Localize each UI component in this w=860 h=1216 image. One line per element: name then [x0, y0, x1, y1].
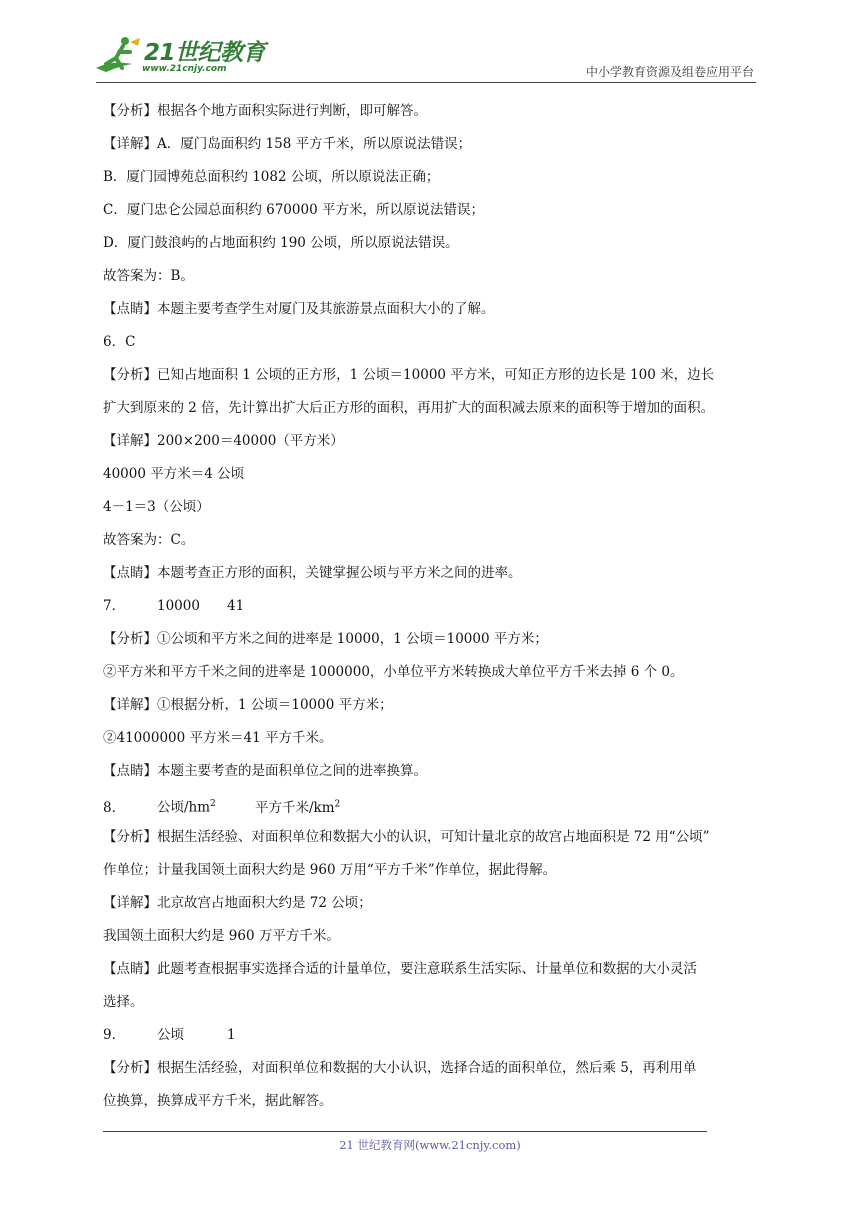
page-header [0, 0, 860, 90]
text-line: 【点睛】本题主要考查的是面积单位之间的进率换算。 [103, 763, 427, 779]
logo-wordmark: 21世纪教育 [144, 40, 266, 66]
text-line: B．厦门园博苑总面积约 1082 公顷，所以原说法正确； [103, 169, 440, 185]
question-number: 9． [103, 1027, 126, 1043]
text-line: 【点睛】本题主要考查学生对厦门及其旅游景点面积大小的了解。 [103, 301, 495, 317]
text-line: 【详解】A．厦门岛面积约 158 平方千米，所以原说法错误； [103, 136, 472, 152]
text-line: C．厦门忠仑公园总面积约 670000 平方米，所以原说法错误； [103, 202, 484, 218]
text-line: 作单位；计量我国领土面积大约是 960 万用“平方千米”作单位，据此得解。 [103, 862, 557, 878]
footer-divider [103, 1131, 707, 1132]
header-divider [96, 82, 756, 83]
answer-blank-2: 41 [227, 598, 245, 614]
logo-url: www.21cnjy.com [142, 64, 227, 74]
text-line: 选择。 [103, 994, 144, 1010]
text-line: 4－1＝3（公顷） [103, 499, 210, 515]
question-number: 7． [103, 598, 126, 614]
text-line: 【点睛】此题考查根据事实选择合适的计量单位，要注意联系生活实际、计量单位和数据的大小灵活 [103, 961, 697, 977]
answer-blank-1: 公顷$/hm^2$ [157, 799, 216, 816]
text-line: 【详解】200×200＝40000（平方米） [103, 433, 344, 449]
runner-logo-icon [92, 34, 144, 80]
platform-name: 中小学教育资源及组卷应用平台 [585, 65, 754, 79]
text-line: 故答案为：C。 [103, 532, 195, 548]
text-line: 【详解】①根据分析，1 公顷＝10000 平方米； [103, 697, 393, 713]
text-line: ②41000000 平方米＝41 平方千米。 [103, 730, 333, 746]
text-line: 扩大到原来的 2 倍，先计算出扩大后正方形的面积，再用扩大的面积减去原来的面积等于增加的面积。 [103, 400, 715, 416]
answer-blank-1: 公顷 [157, 1027, 184, 1043]
question-9-answer [103, 1025, 236, 1045]
question-number: 8． [103, 799, 126, 816]
text-line: ②平方米和平方千米之间的进率是 1000000，小单位平方米转换成大单位平方千米去掉 6 个 0。 [103, 664, 684, 680]
text-line: 【分析】已知占地面积 1 公顷的正方形，1 公顷＝10000 平方米，可知正方形的边长是 100 米，边长 [103, 367, 715, 383]
text-line: 【分析】①公顷和平方米之间的进率是 10000，1 公顷＝10000 平方米； [103, 631, 548, 647]
text-line: 我国领土面积大约是 960 万平方千米。 [103, 928, 340, 944]
site-logo[interactable] [92, 34, 266, 80]
answer-blank-2: 平方千米$/km^2$ [255, 799, 341, 816]
answer-blank-1: 10000 [157, 598, 200, 614]
text-line: 【详解】北京故宫占地面积大约是 72 公顷； [103, 895, 372, 911]
text-line: 40000 平方米＝4 公顷 [103, 466, 245, 482]
answer-blank-2: 1 [227, 1027, 236, 1043]
question-8-answer [103, 794, 340, 818]
text-line: 【分析】根据生活经验、对面积单位和数据大小的认识，可知计量北京的故宫占地面积是 72 用“公顷” [103, 829, 710, 845]
text-line: 【分析】根据生活经验，对面积单位和数据的大小认识，选择合适的面积单位，然后乘 5，再利用单 [103, 1060, 697, 1076]
question-number: 6．C [103, 334, 136, 350]
text-line: 【点睛】本题考查正方形的面积，关键掌握公顷与平方米之间的进率。 [103, 565, 522, 581]
question-7-answer [103, 596, 244, 616]
text-line: 位换算，换算成平方千米，据此解答。 [103, 1093, 333, 1109]
text-line: D．厦门鼓浪屿的占地面积约 190 公顷，所以原说法错误。 [103, 235, 459, 251]
text-line: 故答案为：B。 [103, 268, 194, 284]
text-line: 【分析】根据各个地方面积实际进行判断，即可解答。 [103, 103, 427, 119]
footer-link[interactable]: 21 世纪教育网(www.21cnjy.com) [339, 1138, 521, 1152]
